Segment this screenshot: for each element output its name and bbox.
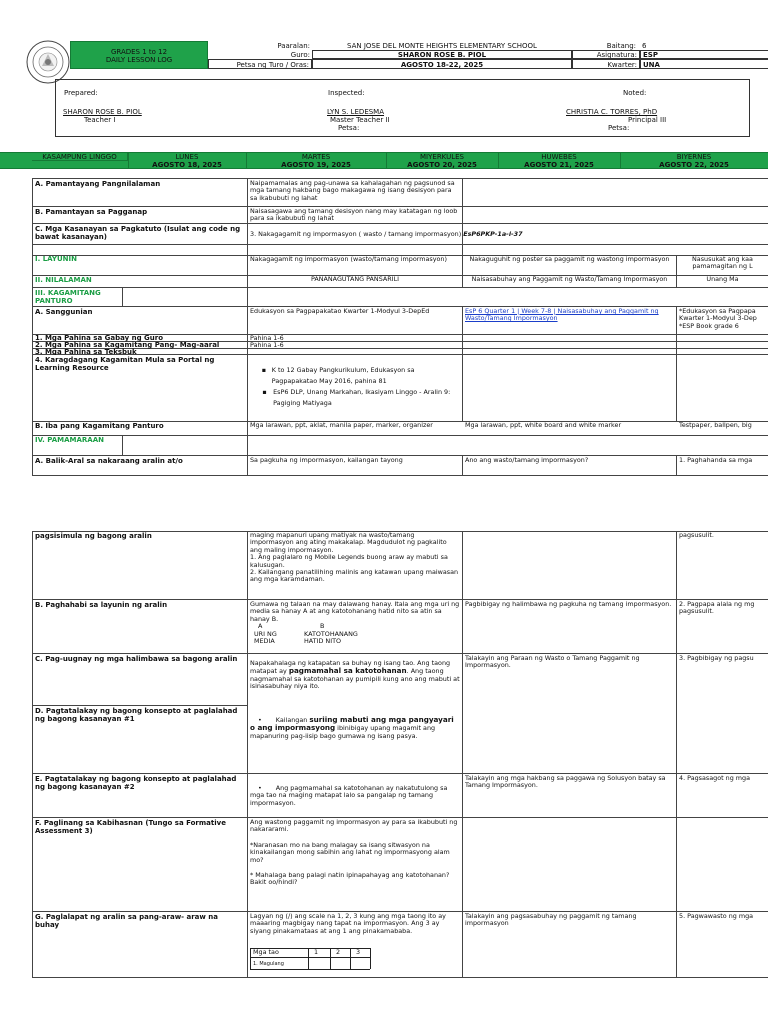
kagamitang-panturo-label: III. KAGAMITANG PANTURO: [35, 289, 101, 305]
portal-monday: [254, 364, 460, 420]
plan-table-2: [32, 531, 768, 979]
scale-head-3: 3: [356, 948, 361, 956]
kasanayan-code: EsP6PKP-1a-i-37: [463, 230, 523, 238]
scale-row-parent: 1. Magulang: [253, 961, 284, 967]
paghahabi-row2-a: MEDIA: [254, 637, 275, 646]
balik-aral-tuesday: Ano ang wasto/tamang impormasyon?: [465, 456, 589, 464]
row-pamantayang-pangnilalaman-text: Naipamamalas ang pag-unawa sa kahalagahan ng pagsunod sa mga tamang hakbang bago makagawa ng isang desisyon para sa ikabubuti ng lahat: [250, 179, 455, 202]
kasanayan-description: 3. Nakagagamit ng impormasyon ( wasto / tamang impormasyon): [250, 230, 462, 238]
paghahabi-instructions: Gumawa ng talaan na may dalawang hanay. Itala ang mga uri ng media sa hanay A at ang katotohanang hatid nito sa atin sa hanay B.: [250, 600, 460, 623]
pag-uugnay-text-1: Napakahalaga ng katapatan sa buhay ng isang tao. Ang taong matapat ay: [250, 659, 451, 676]
paghahabi-row2-b: HATID NITO: [304, 637, 342, 646]
pagsisimula-label: pagsisimula ng bagong aralin: [35, 532, 152, 540]
nilalaman-monday: PANANAGUTANG PANSARILI: [310, 275, 400, 283]
gabay-guro-monday: Pahina 1-6: [250, 334, 284, 342]
subject-value: ESP: [640, 50, 768, 59]
paghahabi-row1-b: KATOTOHANANG: [304, 629, 358, 638]
date-tuesday: AGOSTO 19, 2025: [281, 161, 351, 168]
iba-pang-kagamitan-label: B. Iba pang Kagamitang Panturo: [35, 422, 164, 430]
inspected-title: Master Teacher II: [330, 116, 390, 124]
pagtatalakay-2-wednesday: 4. Pagsasagot ng mga: [679, 774, 750, 782]
pagtatalakay-1-monday: • Kailangan suriing mabuti ang mga pangyayari o ang impormasyong ibinibigay upang magamit ang mapanuring pag-iisip bago gumawa ng isang pasya.: [250, 715, 454, 740]
days-header: [0, 152, 768, 169]
paglinang-text-2: *Naranasan mo na bang malagay sa isang sitwasyon na kinakailangan mong sabihin ang lahat ng impormasyong alam mo?: [250, 840, 450, 864]
inspected-label: Inspected:: [328, 89, 365, 97]
grade-label: Baitang:: [606, 42, 636, 50]
portal-item-1: ▪ K to 12 Gabay Pangkurikulum, Edukasyon sa Pagpapakatao May 2016, pahina 81: [256, 365, 458, 387]
pag-uugnay-tuesday: Talakayin ang Paraan ng Wasto o Tamang Paggamit ng Impormasyon.: [465, 654, 640, 670]
week-label: KASAMPUNG LINGGO: [32, 153, 128, 161]
teacher-label: Guro:: [290, 51, 310, 59]
date-thursday: AGOSTO 21, 2025: [524, 161, 594, 168]
inspected-date: Petsa:: [338, 124, 360, 132]
paghahabi-wednesday: 2. Pagpapa alala ng mg pagsusulit.: [679, 600, 755, 616]
balik-aral-wednesday: 1. Paghahanda sa mga: [679, 456, 753, 464]
sanggunian-monday: Edukasyon sa Pagpapakatao Kwarter 1-Modyul 3-DepEd: [250, 307, 430, 315]
paglalapat-tuesday: Talakayin ang pagsasabuhay ng paggamit ng tamang impormasyon: [465, 912, 637, 928]
header-info: [208, 41, 768, 69]
pag-uugnay-wednesday: 3. Pagbibigay ng pagsu: [679, 654, 754, 662]
nilalaman-wednesday: Unang Ma: [706, 275, 739, 283]
pamamaraan-label: IV. PAMAMARAAN: [35, 436, 104, 444]
pagtatalakay-2-tuesday: Talakayin ang mga hakbang sa paggawa ng Solusyon batay sa Tamang Impormasyon.: [465, 774, 666, 790]
scale-table: [250, 948, 370, 970]
date-value: AGOSTO 18-22, 2025: [312, 59, 572, 69]
paglinang-label: F. Paglinang sa Kabihasnan (Tungo sa Formative Assessment 3): [35, 819, 226, 835]
kagamitang-mag-aaral-label: 2. Mga Pahina sa Kagamitang Pang- Mag-aaral: [35, 341, 220, 349]
paglalapat-label: G. Paglalapat ng aralin sa pang-araw- araw na buhay: [35, 913, 219, 929]
teksbuk-label: 3. Mga Pahina sa Teksbuk: [35, 348, 137, 355]
inspected-name: LYN S. LEDESMA: [327, 108, 385, 116]
paglalapat-monday: Lagyan ng (/) ang scale na 1, 2, 3 kung ang mga taong ito ay maaaring magbigay nang tapat na impormasyon. Ang 3 ay siyang pinakamataas at ang 1 ang pinakamababa.: [250, 912, 446, 935]
pagtatalakay-2-text: Ang pagmamahal sa katotohanan ay nakatutulong sa mga tao na maging matapat lalo sa pangalap ng tamang impormasyon.: [250, 784, 448, 807]
paghahabi-row-1: [250, 631, 460, 638]
prepared-label: Prepared:: [64, 89, 98, 97]
prepared-title: Teacher I: [84, 116, 116, 124]
sanggunian-wednesday: [677, 307, 768, 333]
sanggunian-wednesday-1: *Edukasyon sa Pagpapa: [679, 307, 756, 315]
noted-title: Principal III: [628, 116, 667, 124]
row-pamantayan-pagganap-text: Naisasagawa ang tamang desisyon nang may katatagan ng loob para sa ikabubuti ng lahat: [250, 207, 458, 223]
subject-label: Asignatura:: [572, 50, 640, 59]
day-monday: LUNES: [175, 153, 199, 161]
layunin-label: I. LAYUNIN: [35, 255, 77, 263]
balik-aral-monday: Sa pagkuha ng impormasyon, kailangan tayong: [250, 456, 403, 464]
kagamitang-mag-aaral-monday: Pahina 1-6: [250, 341, 284, 349]
paglinang-text-3: * Mahalaga bang palagi natin ipinapahayag ang katotohanan? Bakit oo/hindi?: [250, 871, 450, 887]
sanggunian-wednesday-3: *ESP Book grade 6: [679, 321, 739, 330]
pag-uugnay-label: C. Pag-uugnay ng mga halimbawa sa bagong aralin: [35, 655, 238, 663]
balik-aral-label: A. Balik-Aral sa nakaraang aralin at/o: [35, 457, 183, 465]
plan-table-1: [32, 178, 768, 478]
portal-item-1-text: K to 12 Gabay Pangkurikulum, Edukasyon sa Pagpapakatao May 2016, pahina 81: [271, 366, 415, 385]
grade-value: 6: [642, 42, 647, 50]
paglinang-monday: [248, 818, 462, 910]
gabay-guro-label: 1. Mga Pahina sa Gabay ng Guro: [35, 334, 164, 342]
sanggunian-label: A. Sanggunian: [35, 308, 93, 316]
quarter-label: Kwarter:: [572, 59, 640, 69]
portal-label: 4. Karagdagang Kagamitan Mula sa Portal ng Learning Resource: [35, 356, 215, 372]
layunin-wednesday: Nasusukat ang kaa pamamagitan ng L: [692, 255, 753, 271]
row-pamantayang-pangnilalaman-label: A. Pamantayang Pangnilalaman: [35, 180, 161, 188]
row-kasanayan-text: [248, 230, 768, 242]
iba-pang-kagamitan-monday: Mga larawan, ppt, aklat, manila paper, marker, organizer: [250, 421, 433, 429]
scale-head-2: 2: [336, 948, 341, 956]
scale-head-1: 1: [314, 948, 319, 956]
nilalaman-label: II. NILALAMAN: [35, 276, 92, 284]
pag-uugnay-monday: [248, 659, 462, 705]
pagsisimula-wednesday: pagsusulit.: [679, 531, 714, 539]
pagtatalakay-1-text-bold: suriing mabuti ang mga pangyayari o ang impormasyong: [250, 715, 454, 732]
noted-name: CHRISTIA C. TORRES, PhD: [566, 108, 658, 116]
paghahabi-row1-a: URI NG: [254, 629, 277, 638]
nilalaman-tuesday: Naisasabuhay ang Paggamit ng Wasto/Tamang Impormasyon: [471, 275, 668, 283]
school-label: Paaralan:: [277, 42, 310, 50]
paghahabi-label: B. Paghahabi sa layunin ng aralin: [35, 601, 168, 609]
paghahabi-row-2: [250, 638, 460, 645]
noted-date: Petsa:: [608, 124, 630, 132]
date-wednesday: AGOSTO 20, 2025: [407, 161, 477, 168]
date-friday: AGOSTO 22, 2025: [659, 161, 729, 168]
day-thursday: HUWEBES: [541, 153, 577, 161]
grades-title-box: [70, 41, 208, 69]
pagtatalakay-1-label: D. Pagtatalakay ng bagong konsepto at paglalahad ng bagong kasanayan #1: [35, 707, 238, 723]
layunin-monday: Nakagagamit ng impormasyon (wasto/tamang impormasyon): [250, 255, 447, 263]
pagtatalakay-1-text-1: Kailangan: [275, 716, 310, 724]
sanggunian-tuesday-link[interactable]: EsP 6 Quarter 1 | Week 7-8 | Naisasabuhay ang Paggamit ng Wasto/Tamang Impormasyon: [465, 307, 659, 323]
day-wednesday: MIYERKULES: [420, 153, 464, 161]
date-label: Petsa ng Turo / Oras:: [208, 59, 312, 69]
scale-head-people: Mga tao: [253, 948, 279, 956]
deped-seal: [26, 40, 70, 84]
paghahabi-col-b: B: [320, 622, 325, 631]
paghahabi-monday: [248, 600, 462, 653]
pagtatalakay-2-monday: • Ang pagmamahal sa katotohanan ay nakatutulong sa mga tao na maging matapat lalo sa pangalap ng tamang impormasyon.: [250, 784, 448, 807]
paghahabi-col-a: A: [258, 622, 263, 631]
day-friday: BIYERNES: [676, 153, 712, 161]
school-value: SAN JOSE DEL MONTE HEIGHTS ELEMENTARY SCHOOL: [347, 42, 537, 50]
paglalapat-wednesday: 5. Pagwawasto ng mga: [679, 912, 754, 920]
noted-label: Noted:: [623, 89, 647, 97]
pag-uugnay-text-2: . Ang taong nagmamahal sa katotohanan ay pumipili kung ano ang mabuti at isinasabuhay niya ito.: [250, 667, 460, 691]
paghahabi-tuesday: Pagbibigay ng halimbawa ng pagkuha ng tamang impormasyon.: [465, 600, 672, 608]
dll-label: DAILY LESSON LOG: [105, 56, 173, 64]
pagsisimula-monday: maging mapanuri upang matiyak na wasto/tamang impormasyon ang ating makakalap. Magdudulot ng pagkalito ang maling impormasyon. 1. Ang paglalaro ng Mobile Legends buong araw ay mabuti sa kalusugan. 2. Kailangang panatilihing malinis ang katawan upang maiwasan ang mga karamdaman.: [250, 531, 459, 584]
pag-uugnay-text-bold: pagmamahal sa katotohanan: [288, 666, 407, 676]
portal-item-2-text: EsP6 DLP, Unang Markahan, Ikasiyam Linggo - Aralin 9: Pagiging Matiyaga: [273, 388, 451, 407]
signature-box: [55, 79, 750, 137]
pagtatalakay-1-text-2: ibinibigay upang magamit ang mapanuring pag-iisip bago gumawa ng isang pasya.: [250, 724, 436, 740]
layunin-tuesday: Nakaguguhit ng poster sa paggamit ng wastong impormasyon: [469, 255, 670, 263]
row-pamantayan-pagganap-label: B. Pamantayan sa Pagganap: [35, 208, 148, 216]
teacher-value: SHARON ROSE B. PIOL: [312, 50, 572, 59]
prepared-name: SHARON ROSE B. PIOL: [63, 108, 142, 116]
sanggunian-wednesday-2: Kwarter 1-Modyul 3-Dep: [679, 314, 757, 323]
pagtatalakay-2-label: E. Pagtatalakay ng bagong konsepto at paglalahad ng bagong kasanayan #2: [35, 775, 237, 791]
grades-label: GRADES 1 to 12: [110, 48, 168, 56]
iba-pang-kagamitan-tuesday: Mga larawan, ppt, white board and white marker: [465, 421, 622, 429]
iba-pang-kagamitan-wednesday: Testpaper, ballpen, big: [679, 421, 752, 429]
quarter-value: UNA: [640, 59, 768, 69]
row-kasanayan-label: C. Mga Kasanayan sa Pagkatuto (Isulat ang code ng bawat kasanayan): [35, 225, 241, 241]
date-monday: AGOSTO 18, 2025: [152, 161, 222, 168]
portal-item-2: ▪ EsP6 DLP, Unang Markahan, Ikasiyam Linggo - Aralin 9: Pagiging Matiyaga: [256, 387, 458, 409]
day-tuesday: MARTES: [301, 153, 331, 161]
paglinang-text-1: Ang wastong paggamit ng impormasyon ay para sa ikabubuti ng nakararami.: [250, 818, 458, 834]
